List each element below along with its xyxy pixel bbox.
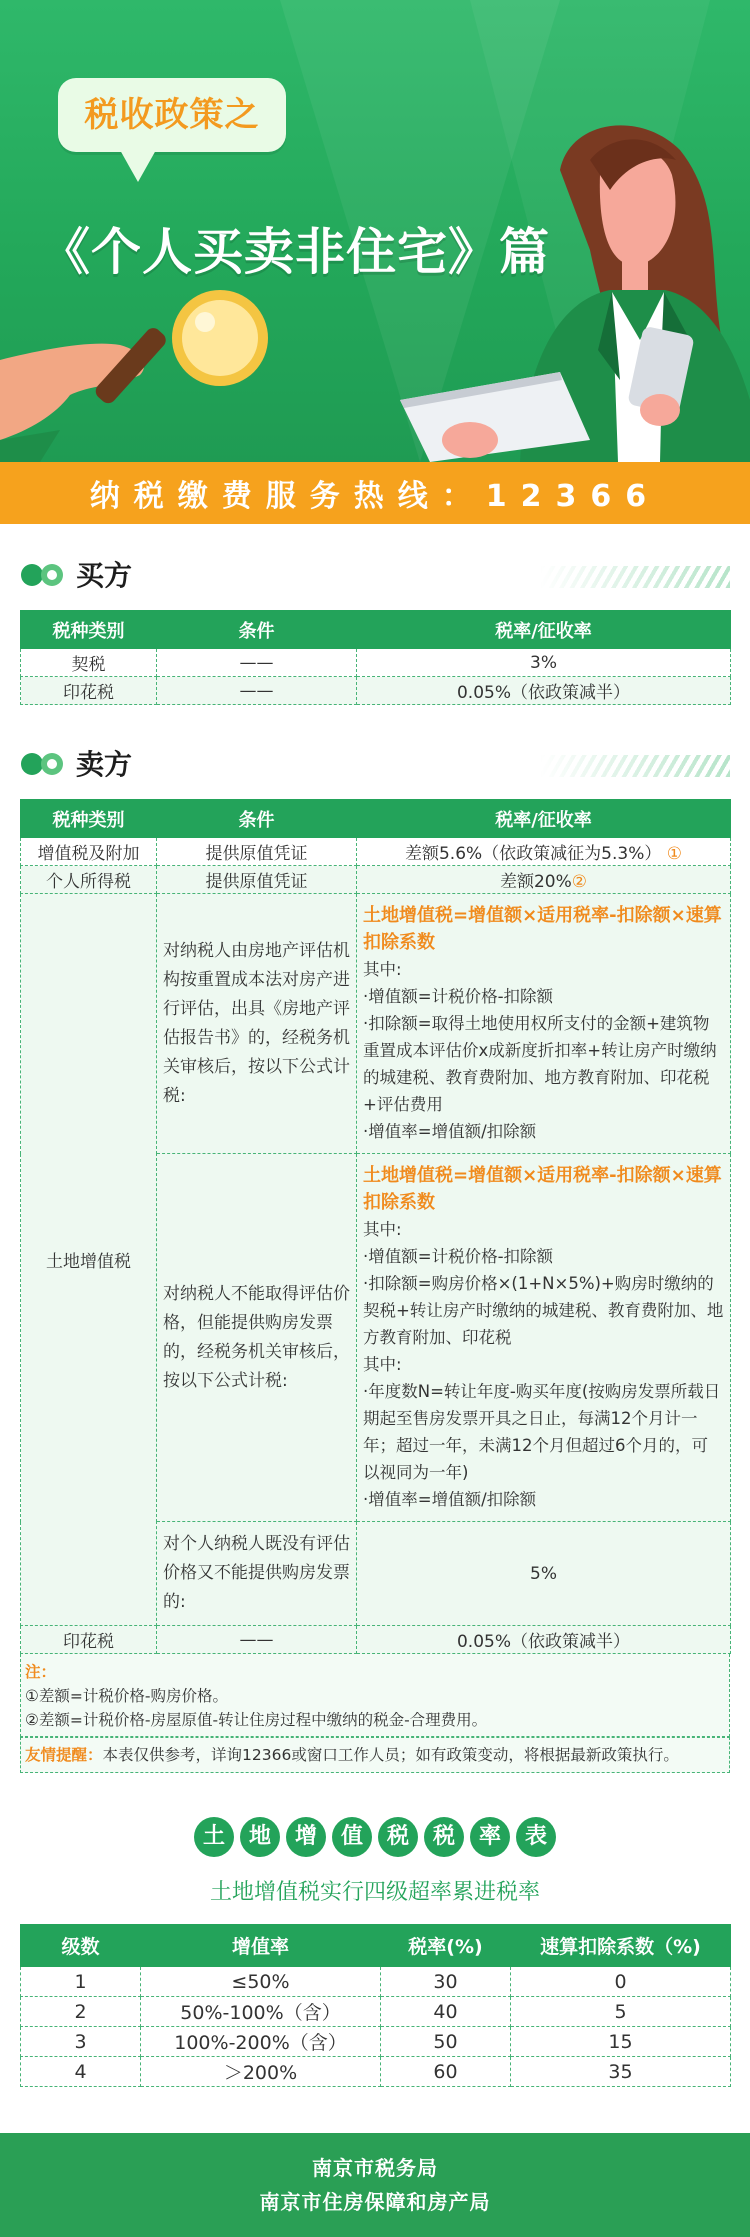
ratio-cell: 100%-200%（含） bbox=[141, 2027, 381, 2057]
header-cell: 税率(%) bbox=[381, 1925, 511, 1967]
formula-cell bbox=[357, 1154, 731, 1522]
ratio-cell: ≤50% bbox=[141, 1967, 381, 1997]
header-cell: 级数 bbox=[21, 1925, 141, 1967]
tax-type-cell: 印花税 bbox=[21, 677, 157, 705]
footnote-mark: ② bbox=[571, 872, 588, 892]
page-title-text: 《个人买卖非住宅》篇 bbox=[40, 223, 550, 281]
table-row bbox=[21, 1997, 731, 2027]
decorative-stripes bbox=[540, 566, 730, 588]
deduction-cell: 0 bbox=[511, 1967, 731, 1997]
rate-table bbox=[20, 1924, 731, 2087]
table-row bbox=[21, 1626, 731, 1654]
formula-line: ·扣除额=购房价格×(1+N×5%)+购房时缴纳的契税+转让房产时缴纳的城建税、教育费附加、地方教育附加、印花税 bbox=[363, 1274, 724, 1347]
formula-line: 其中: bbox=[363, 960, 402, 979]
reminder-box bbox=[20, 1737, 730, 1773]
deduction-cell: 35 bbox=[511, 2057, 731, 2087]
level-cell: 1 bbox=[21, 1967, 141, 1997]
bubble-text: 税收政策之 bbox=[84, 95, 260, 135]
seller-section-header bbox=[20, 735, 730, 793]
tax-type-cell: 土地增值税 bbox=[21, 894, 157, 1626]
buyer-section-header bbox=[20, 546, 730, 604]
issuer-housing-bureau: 南京市住房保障和房产局 bbox=[259, 2190, 491, 2214]
header-cell: 税种类别 bbox=[21, 611, 157, 649]
tax-type-cell: 个人所得税 bbox=[21, 866, 157, 894]
reminder-text: 本表仅供参考，详询12366或窗口工作人员；如有政策变动，将根据最新政策执行。 bbox=[102, 1746, 679, 1764]
level-cell: 4 bbox=[21, 2057, 141, 2087]
title-char: 土 bbox=[194, 1817, 234, 1857]
table-row bbox=[21, 838, 731, 866]
rate-cell: 0.05%（依政策减半） bbox=[357, 1626, 731, 1654]
formula-line: ·增值额=计税价格-扣除额 bbox=[363, 1247, 554, 1266]
policy-bubble bbox=[58, 78, 286, 152]
condition-cell: —— bbox=[157, 1626, 357, 1654]
table-row bbox=[21, 866, 731, 894]
condition-cell: 提供原值凭证 bbox=[157, 866, 357, 894]
rate-cell: 3% bbox=[357, 649, 731, 677]
rate-table-subtitle: 土地增值税实行四级超率累进税率 bbox=[209, 1880, 540, 1905]
formula-line: 其中: bbox=[363, 1355, 402, 1374]
table-row bbox=[21, 1967, 731, 1997]
decorative-stripes bbox=[540, 755, 730, 777]
section-dots-icon bbox=[20, 752, 66, 776]
level-cell: 3 bbox=[21, 2027, 141, 2057]
notes-box bbox=[20, 1654, 730, 1737]
footer bbox=[0, 2133, 750, 2237]
rate-text: 差额20% bbox=[499, 872, 572, 892]
rate-table-title bbox=[0, 1817, 750, 1857]
rate-cell: 5% bbox=[357, 1522, 731, 1626]
table-row bbox=[21, 2057, 731, 2087]
section-dots-icon bbox=[20, 563, 66, 587]
header-cell: 税率/征收率 bbox=[357, 800, 731, 838]
level-cell: 2 bbox=[21, 1997, 141, 2027]
tax-type-cell: 印花税 bbox=[21, 1626, 157, 1654]
table-header-row bbox=[21, 611, 731, 649]
rate-cell bbox=[357, 866, 731, 894]
tax-type-cell: 增值税及附加 bbox=[21, 838, 157, 866]
title-char: 率 bbox=[470, 1817, 510, 1857]
hotline-bar bbox=[0, 462, 750, 524]
formula-line: ·增值额=计税价格-扣除额 bbox=[363, 987, 554, 1006]
header-cell: 税率/征收率 bbox=[357, 611, 731, 649]
formula-line: ·增值率=增值额/扣除额 bbox=[363, 1122, 537, 1141]
formula-title: 土地增值税=增值额×适用税率-扣除额×速算扣除系数 bbox=[363, 905, 722, 953]
rate-cell: 40 bbox=[381, 1997, 511, 2027]
formula-line: 其中: bbox=[363, 1220, 402, 1239]
condition-cell: 对纳税人不能取得评估价格，但能提供购房发票的，经税务机关审核后，按以下公式计税: bbox=[157, 1154, 357, 1522]
seller-table bbox=[20, 799, 731, 1654]
header-cell: 条件 bbox=[157, 611, 357, 649]
table-header-row bbox=[21, 800, 731, 838]
rate-cell bbox=[357, 838, 731, 866]
notes-label: 注： bbox=[25, 1663, 57, 1681]
condition-cell: 对个人纳税人既没有评估价格又不能提供购房发票的: bbox=[157, 1522, 357, 1626]
hotline-text: 纳税缴费服务热线：12366 bbox=[89, 479, 661, 514]
buyer-heading: 买方 bbox=[76, 559, 133, 592]
title-char: 地 bbox=[240, 1817, 280, 1857]
header-cell: 税种类别 bbox=[21, 800, 157, 838]
formula-title: 土地增值税=增值额×适用税率-扣除额×速算扣除系数 bbox=[363, 1165, 722, 1213]
title-char: 增 bbox=[286, 1817, 326, 1857]
header-cell: 条件 bbox=[157, 800, 357, 838]
seller-heading: 卖方 bbox=[76, 748, 133, 781]
ratio-cell: ＞200% bbox=[141, 2057, 381, 2087]
magnifier-icon bbox=[0, 290, 268, 462]
formula-cell bbox=[357, 894, 731, 1154]
footnote-mark: ① bbox=[666, 844, 683, 864]
condition-cell: —— bbox=[157, 677, 357, 705]
title-char: 表 bbox=[516, 1817, 556, 1857]
ratio-cell: 50%-100%（含） bbox=[141, 1997, 381, 2027]
title-char: 税 bbox=[378, 1817, 418, 1857]
title-char: 税 bbox=[424, 1817, 464, 1857]
issuer-tax-bureau: 南京市税务局 bbox=[312, 2156, 438, 2180]
formula-line: ·增值率=增值额/扣除额 bbox=[363, 1490, 537, 1509]
header-cell: 增值率 bbox=[141, 1925, 381, 1967]
rate-cell: 0.05%（依政策减半） bbox=[357, 677, 731, 705]
condition-cell: 对纳税人由房地产评估机构按重置成本法对房产进行评估，出具《房地产评估报告书》的，经税务机关审核后，按以下公式计税: bbox=[157, 894, 357, 1154]
rate-text: 差额5.6%（依政策减征为5.3%） bbox=[404, 844, 662, 864]
tax-type-cell: 契税 bbox=[21, 649, 157, 677]
page-title bbox=[40, 212, 550, 284]
condition-cell: 提供原值凭证 bbox=[157, 838, 357, 866]
table-row bbox=[21, 2027, 731, 2057]
table-row bbox=[21, 649, 731, 677]
title-char: 值 bbox=[332, 1817, 372, 1857]
buyer-table bbox=[20, 610, 731, 705]
reminder-label: 友情提醒： bbox=[25, 1746, 103, 1764]
deduction-cell: 15 bbox=[511, 2027, 731, 2057]
formula-line: ·年度数N=转让年度-购买年度(按购房发票所载日期起至售房发票开具之日止，每满12个月计一年；超过一年，未满12个月但超过6个月的，可以视同为一年) bbox=[363, 1382, 721, 1482]
header-cell: 速算扣除系数（%) bbox=[511, 1925, 731, 1967]
woman-illustration bbox=[400, 125, 750, 462]
condition-cell: —— bbox=[157, 649, 357, 677]
table-row bbox=[21, 677, 731, 705]
table-row bbox=[21, 894, 731, 1154]
deduction-cell: 5 bbox=[511, 1997, 731, 2027]
note-line: ②差额=计税价格-房屋原值-转让住房过程中缴纳的税金-合理费用。 bbox=[25, 1711, 488, 1729]
table-header-row bbox=[21, 1925, 731, 1967]
rate-cell: 60 bbox=[381, 2057, 511, 2087]
rate-cell: 50 bbox=[381, 2027, 511, 2057]
hero-banner bbox=[0, 0, 750, 462]
rate-cell: 30 bbox=[381, 1967, 511, 1997]
note-line: ①差额=计税价格-购房价格。 bbox=[25, 1687, 228, 1705]
formula-line: ·扣除额=取得土地使用权所支付的金额+建筑物重置成本评估价x成新度折扣率+转让房产时缴纳的城建税、教育费附加、地方教育附加、印花税+评估费用 bbox=[363, 1014, 717, 1114]
